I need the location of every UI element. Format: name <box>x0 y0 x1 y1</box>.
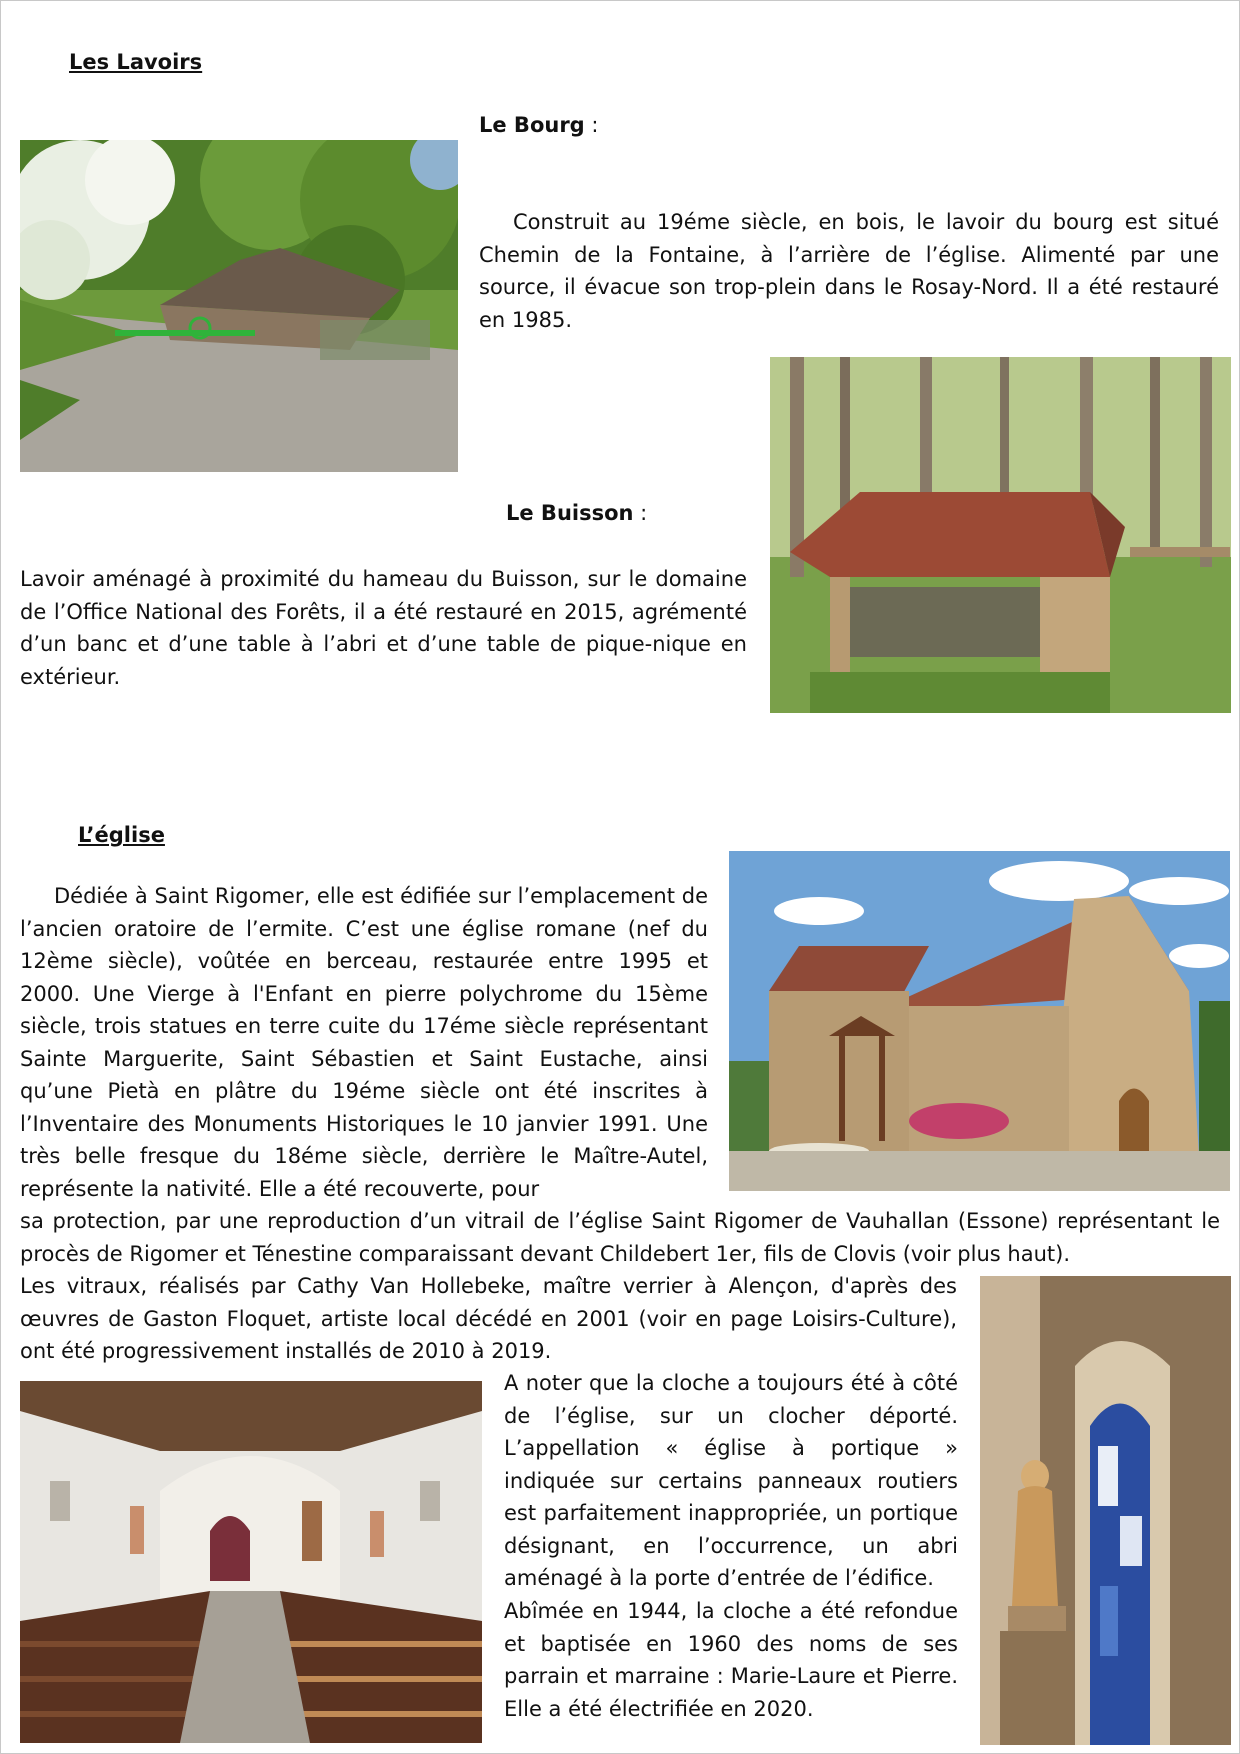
subtitle-le-buisson-text: Le Buisson <box>506 501 634 525</box>
paragraph-eglise-1: Dédiée à Saint Rigomer, elle est édifiée sur l’emplacement de l’ancien oratoire de l’ermite. C’est une église romane (nef du 12ème siècle), voûtée en berceau, restaurée entre 1995 et 2000. Une Vierge à l'Enfant en pierre polychrome du 15ème siècle, trois statues en terre cuite du 17éme siècle représentant Sainte Marguerite, Saint Sébastien et Saint Eustache, ainsi qu’une Pietà en plâtre du 19éme siècle ont été inscrites à l’Inventaire des Monuments Historiques le 10 janvier 1991. Une très belle fresque du 18éme siècle, derrière le Maître-Autel, représente la nativité. Elle a été recouverte, pour <box>20 884 708 1201</box>
paragraph-eglise-cloche: A noter que la cloche a toujours été à côté de l’église, sur un clocher déporté. L’appellation « église à portique » indiquée sur certains panneaux routiers est parfaitement inappropriée, un portique désignant, en l’occurrence, un abri aménagé à la porte d’entrée de l’édifice. <box>504 1371 958 1590</box>
photo-eglise-interieur <box>20 1381 482 1743</box>
section-title-lavoirs: Les Lavoirs <box>69 50 203 74</box>
paragraph-eglise-1-continued: sa protection, par une reproduction d’un vitrail de l’église Saint Rigomer de Vauhallan (Essone) représentant le procès de Rigomer et Ténestine comparaissant devant Childebert 1er, fils de Clovis (voir plus haut). <box>20 1209 1220 1266</box>
paragraph-le-buisson: Lavoir aménagé à proximité du hameau du Buisson, sur le domaine de l’Office National des Forêts, il a été restauré en 2015, agrémenté d’un banc et d’une table à l’abri et d’une table de pique-nique en extérieur. <box>20 567 747 689</box>
paragraph-eglise-refonte: Abîmée en 1944, la cloche a été refondue et baptisée en 1960 des noms de ses parrain et marraine : Marie-Laure et Pierre. Elle a été électrifiée en 2020. <box>504 1599 958 1721</box>
photo-eglise-exterieur <box>729 851 1230 1191</box>
paragraph-eglise-vitraux: Les vitraux, réalisés par Cathy Van Hollebeke, maître verrier à Alençon, d'après des œuvres de Gaston Floquet, artiste local décédé en 2001 (voir en page Loisirs-Culture), ont été progressivement installés de 2010 à 2019. <box>20 1274 957 1363</box>
photo-lavoir-buisson <box>770 357 1231 713</box>
subtitle-le-buisson-colon: : <box>633 501 648 525</box>
subtitle-le-buisson <box>506 501 647 525</box>
subtitle-le-bourg-text: Le Bourg <box>479 113 585 137</box>
photo-lavoir-bourg <box>20 140 458 472</box>
subtitle-le-bourg <box>479 113 598 137</box>
section-title-eglise: L’église <box>78 823 165 847</box>
paragraph-le-bourg: Construit au 19éme siècle, en bois, le lavoir du bourg est situé Chemin de la Fontaine, à l’arrière de l’église. Alimenté par une source, il évacue son trop-plein dans le Rosay-Nord. Il a été restauré en 1985. <box>479 210 1219 332</box>
photo-vitrail-statue <box>980 1276 1231 1745</box>
subtitle-le-bourg-colon: : <box>584 113 599 137</box>
